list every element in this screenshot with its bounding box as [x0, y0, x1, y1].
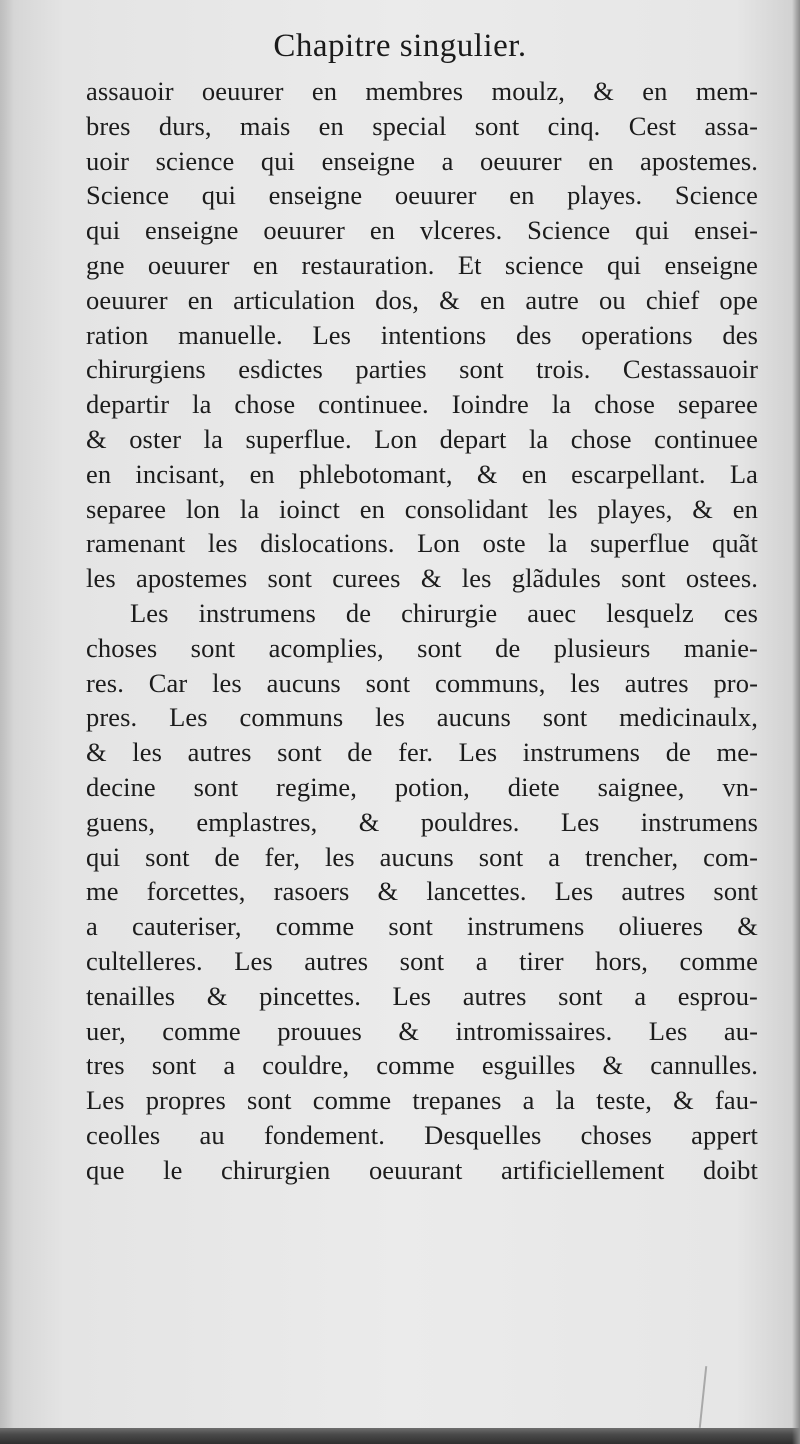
text-line: & les autres sont de fer. Les instrumens de me-: [86, 737, 758, 768]
text-line: separee lon la ioinct en consolidant les playes, & en: [86, 493, 758, 524]
text-line: departir la chose continuee. Ioindre la chose separee: [86, 389, 758, 420]
text-line: ceolles au fondement. Desquelles choses appert: [86, 1119, 758, 1150]
text-line: qui sont de fer, les aucuns sont a trencher, com-: [86, 841, 758, 872]
text-line: qui enseigne oeuurer en vlceres. Science qui ensei-: [86, 215, 758, 246]
text-line: que le chirurgien oeuurant artificiellement doibt: [86, 1154, 758, 1185]
text-line: uer, comme prouues & intromissaires. Les au-: [86, 1015, 758, 1046]
text-line: me forcettes, rasoers & lancettes. Les autres sont: [86, 876, 758, 907]
paragraph-start-line: Les instrumens de chirurgie auec lesquelz ces: [130, 597, 758, 628]
text-line: les apostemes sont curees & les glãdules sont ostees.: [86, 563, 758, 594]
page-bottom-edge: [0, 1428, 800, 1444]
running-head: Chapitre singulier.: [273, 28, 527, 64]
text-block: [86, 74, 758, 1188]
text-line: Les propres sont comme trepanes a la teste, & fau-: [86, 1085, 758, 1116]
text-line: assauoir oeuurer en membres moulz, & en mem-: [86, 76, 758, 106]
text-line: ramenant les dislocations. Lon oste la superflue quãt: [86, 528, 758, 559]
text-line: guens, emplastres, & pouldres. Les instrumens: [86, 806, 758, 837]
text-line: en incisant, en phlebotomant, & en escarpellant. La: [86, 458, 758, 489]
text-line: & oster la superflue. Lon depart la chose continuee: [86, 423, 758, 454]
text-line: pres. Les communs les aucuns sont medicinaulx,: [86, 702, 758, 733]
text-line: gne oeuurer en restauration. Et science qui enseigne: [86, 249, 758, 280]
text-line: tenailles & pincettes. Les autres sont a esprou-: [86, 980, 758, 1011]
text-line: bres durs, mais en special sont cinq. Cest assa-: [86, 110, 758, 141]
text-line: a cauteriser, comme sont instrumens oliueres &: [86, 911, 758, 942]
text-line: Science qui enseigne oeuurer en playes. Science: [86, 180, 758, 211]
text-line: oeuurer en articulation dos, & en autre ou chief ope: [86, 284, 758, 315]
text-line: chirurgiens esdictes parties sont trois. Cestassauoir: [86, 354, 758, 385]
text-line: tres sont a couldre, comme esguilles & cannulles.: [86, 1050, 758, 1081]
text-line: uoir science qui enseigne a oeuurer en apostemes.: [86, 145, 758, 176]
text-line: ration manuelle. Les intentions des operations des: [86, 319, 758, 350]
text-line: choses sont acomplies, sont de plusieurs manie-: [86, 632, 758, 663]
text-line: cultelleres. Les autres sont a tirer hors, comme: [86, 945, 758, 976]
stray-ink-mark: [699, 1366, 707, 1428]
text-line: decine sont regime, potion, diete saignee, vn-: [86, 771, 758, 802]
text-line: res. Car les aucuns sont communs, les autres pro-: [86, 667, 758, 698]
